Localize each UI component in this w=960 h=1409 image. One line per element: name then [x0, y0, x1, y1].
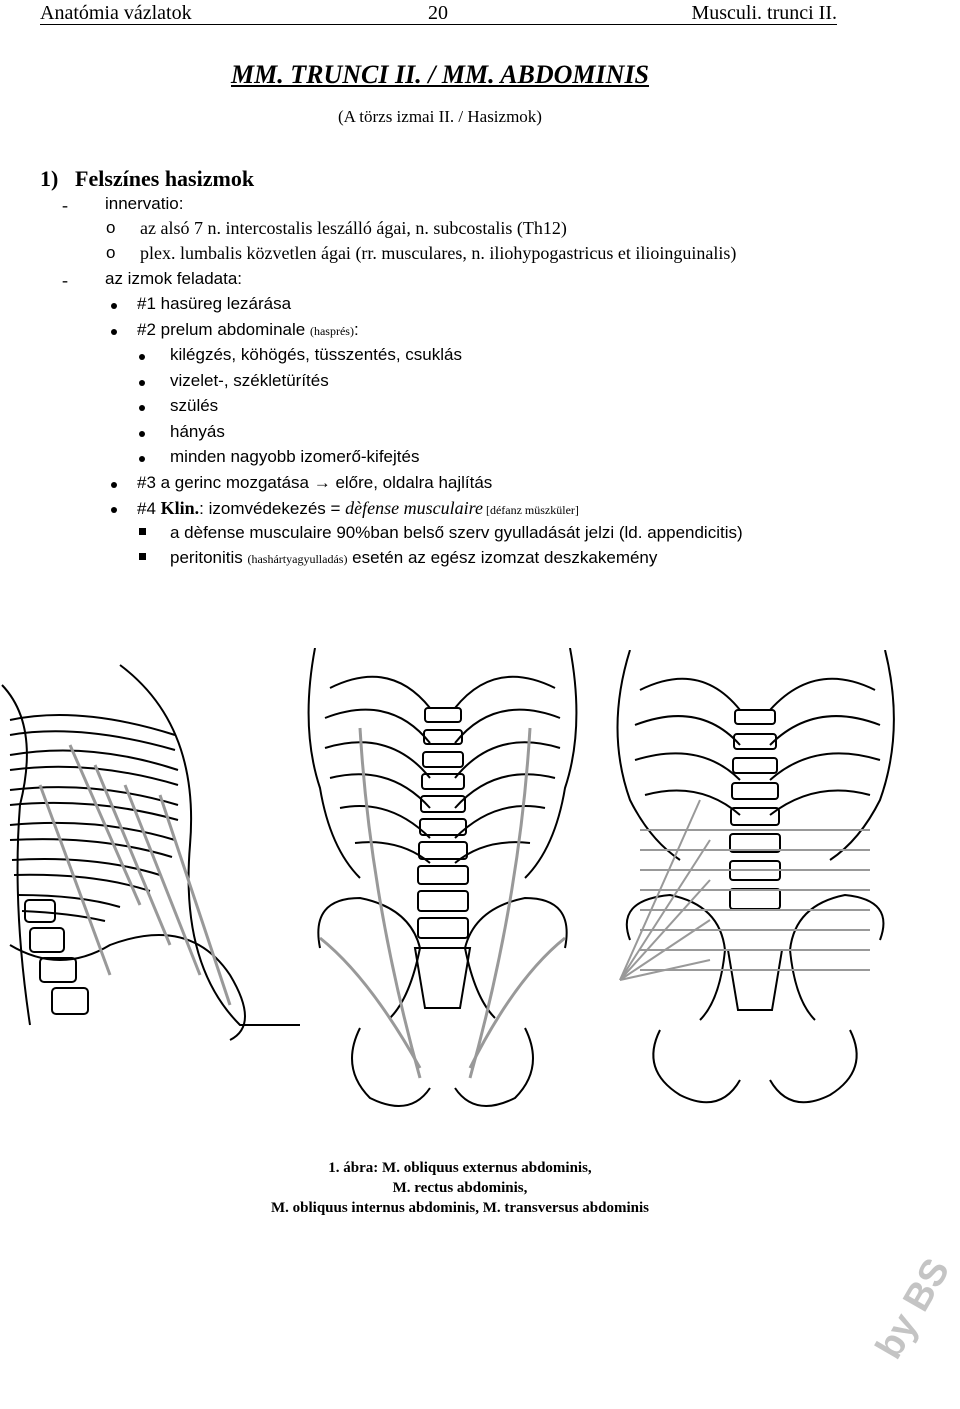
- innervatio-item-marker: o: [106, 243, 116, 262]
- figure-side-view: [0, 645, 300, 1045]
- header-chapter: Musculi. trunci II.: [691, 2, 837, 24]
- caption-line: M. obliquus internus abdominis, M. transversus abdominis: [270, 1200, 649, 1216]
- bullet-icon: [139, 431, 145, 437]
- figure-caption: [200, 1158, 720, 1218]
- bullet-icon: [111, 329, 117, 335]
- innervatio-item: plex. lumbalis közvetlen ágai (rr. musculares, n. iliohypogastricus et ilioinguinalis): [140, 243, 737, 263]
- innervatio-item: az alsó 7 n. intercostalis leszálló ágai, n. subcostalis (Th12): [140, 218, 567, 238]
- bullet-icon: [139, 354, 145, 360]
- section-title: Felszínes hasizmok: [75, 166, 255, 191]
- innervatio-dash: -: [62, 195, 68, 215]
- page-subtitle: (A törzs izmai II. / Hasizmok): [338, 107, 542, 126]
- klin-item: a dèfense musculaire 90%ban belső szerv gyulladását jelzi (ld. appendicitis): [170, 523, 743, 542]
- feladata-item-3: #3 a gerinc mozgatása → előre, oldalra hajlítás: [137, 473, 493, 492]
- bullet-icon: [139, 380, 145, 386]
- innervatio-item-marker: o: [106, 218, 116, 237]
- feladata-item-4: #4 Klin.: izomvédekezés = dèfense musculaire [défanz müszküler]: [137, 498, 579, 518]
- bullet-icon: [139, 405, 145, 411]
- feladata-item-1: #1 hasüreg lezárása: [137, 294, 292, 313]
- bullet-icon: [139, 456, 145, 462]
- feladata-label: az izmok feladata:: [105, 269, 243, 288]
- section-number: 1): [40, 166, 59, 191]
- square-bullet-icon: [139, 528, 146, 535]
- bullet-icon: [111, 303, 117, 309]
- page-header: [40, 0, 837, 25]
- page-title: MM. TRUNCI II. / MM. ABDOMINIS: [230, 60, 650, 89]
- feladata-dash: -: [62, 270, 68, 290]
- figure-front-transversus: [600, 650, 910, 1140]
- bullet-icon: [111, 507, 117, 513]
- prelum-subitem: szülés: [170, 396, 219, 415]
- caption-line: 1. ábra: M. obliquus externus abdominis,: [328, 1160, 592, 1176]
- feladata-item-2: #2 prelum abdominale (hasprés):: [137, 320, 359, 339]
- header-book-title: Anatómia vázlatok: [40, 2, 192, 24]
- innervatio-label: innervatio:: [105, 194, 184, 213]
- section-heading: [40, 166, 255, 192]
- prelum-subitem: vizelet-, székletürítés: [170, 371, 329, 390]
- caption-line: M. rectus abdominis,: [392, 1180, 528, 1196]
- figure-front-rectus: [300, 648, 590, 1158]
- header-page-number: 20: [428, 2, 448, 24]
- bullet-icon: [111, 482, 117, 488]
- prelum-subitem: minden nagyobb izomerő-kifejtés: [170, 447, 420, 466]
- prelum-subitem: hányás: [170, 422, 225, 441]
- square-bullet-icon: [139, 553, 146, 560]
- klin-item: peritonitis (hashártyagyulladás) esetén az egész izomzat deszkakemény: [170, 548, 658, 567]
- watermark: by BS: [868, 1251, 959, 1366]
- prelum-subitem: kilégzés, köhögés, tüsszentés, csuklás: [170, 345, 462, 364]
